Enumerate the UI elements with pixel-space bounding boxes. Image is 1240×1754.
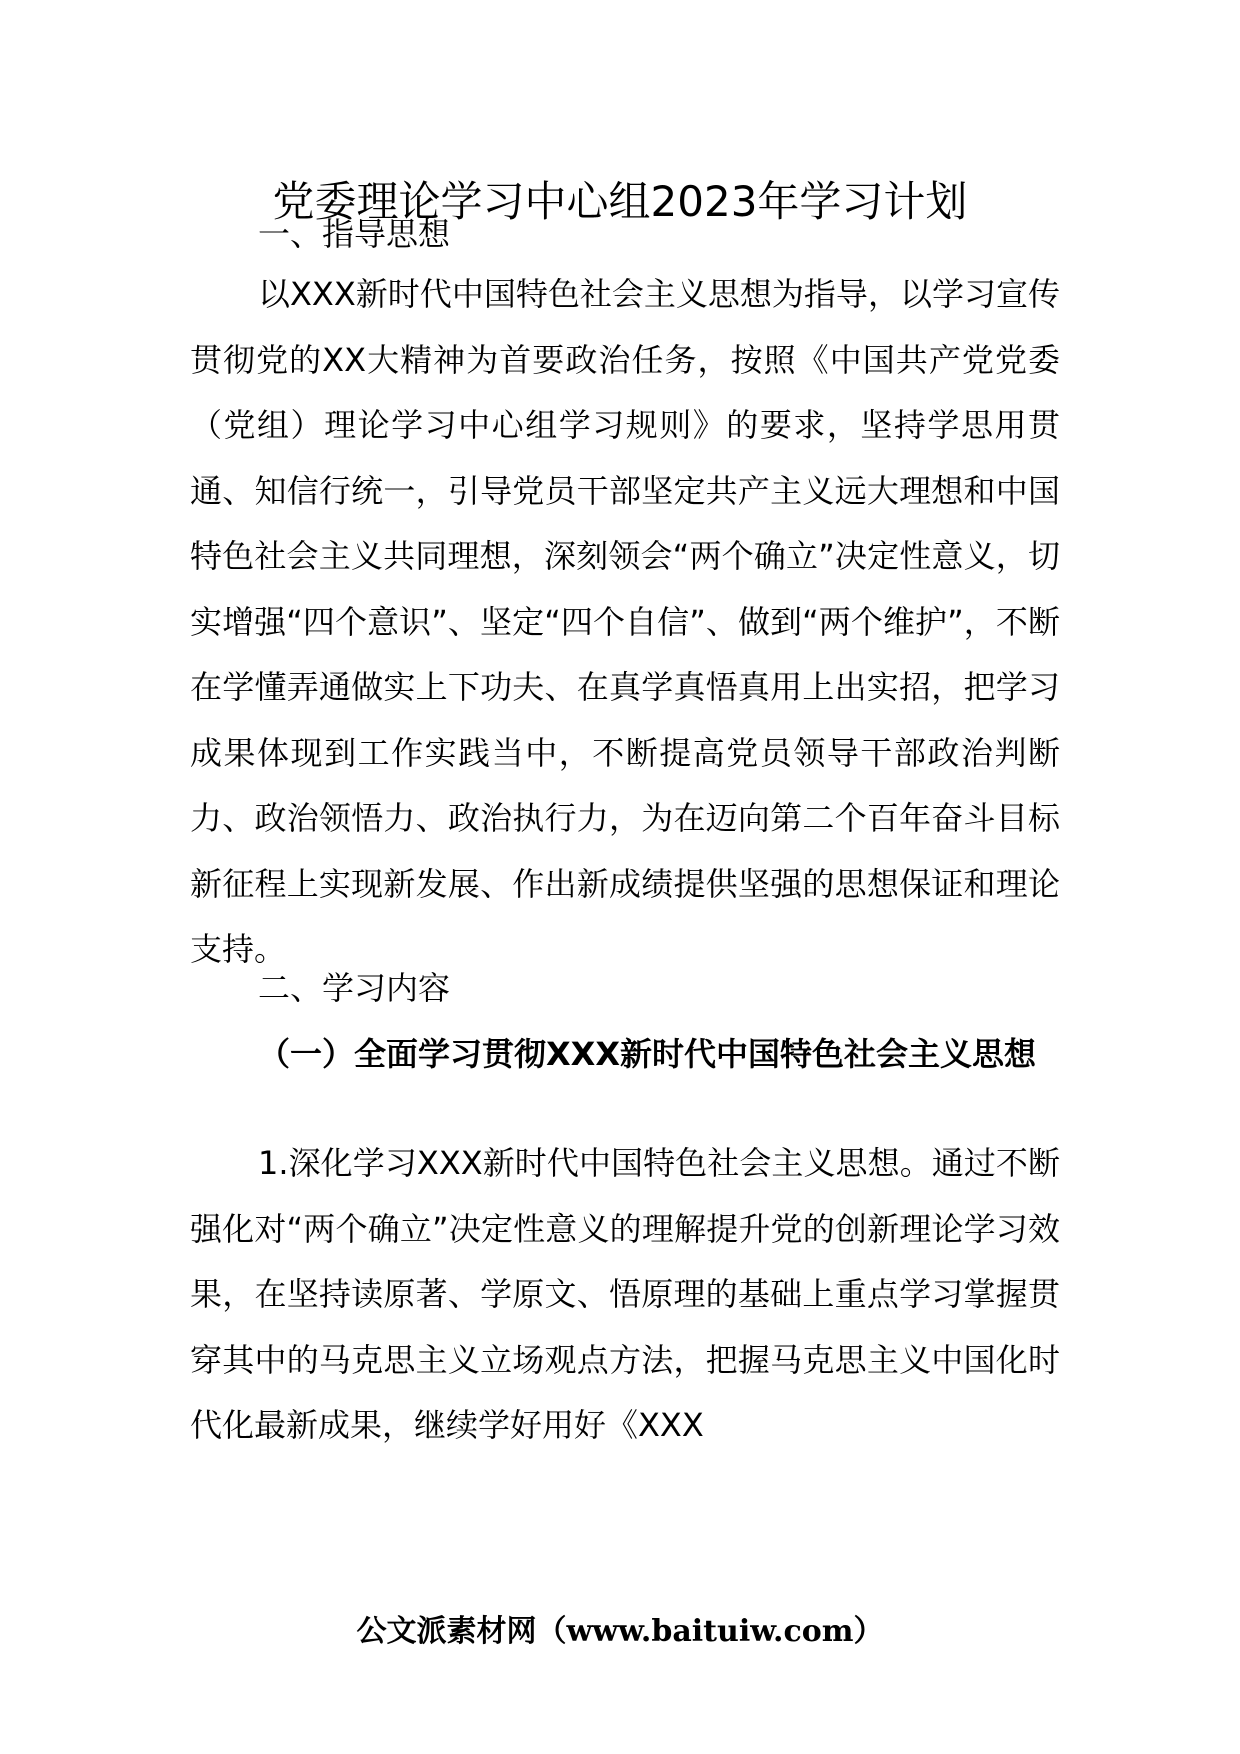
item-1-paragraph: 1.深化学习XXX新时代中国特色社会主义思想。通过不断强化对“两个确立”决定性意义的理解提升党的创新理论学习效果，在坚持读原著、学原文、悟原理的基础上重点学习掌握贯穿其中的马克思主义立场观点方法，把握马克思主义中国化时代化最新成果，继续学好用好《XXX — [190, 1144, 1060, 1444]
footer-watermark: 公文派素材网（www.baituiw.com） — [356, 1614, 884, 1649]
section-heading-study-content: 二、学习内容 — [258, 969, 451, 1007]
guiding-ideology-paragraph: 以XXX新时代中国特色社会主义思想为指导，以学习宣传贯彻党的XX大精神为首要政治任务，按照《中国共产党党委（党组）理论学习中心组学习规则》的要求，坚持学思用贯通、知信行统一，引导党员干部坚定共产主义远大理想和中国特色社会主义共同理想，深刻领会“两个确立”决定性意义，切实增强“四个意识”、坚定“四个自信”、做到“两个维护”，不断在学懂弄通做实上下功夫、在真学真悟真用上出实招，把学习成果体现到工作实践当中，不断提高党员领导干部政治判断力、政治领悟力、政治执行力，为在迈向第二个百年奋斗目标新征程上实现新发展、作出新成绩提供坚强的思想保证和理论支持。 — [190, 275, 1060, 968]
section-heading-guiding-ideology: 一、指导思想 — [258, 215, 451, 253]
subsection-heading-1: （一）全面学习贯彻XXX新时代中国特色社会主义思想 — [258, 1035, 1037, 1073]
document-title: 党委理论学习中心组2023年学习计划 — [272, 177, 968, 226]
